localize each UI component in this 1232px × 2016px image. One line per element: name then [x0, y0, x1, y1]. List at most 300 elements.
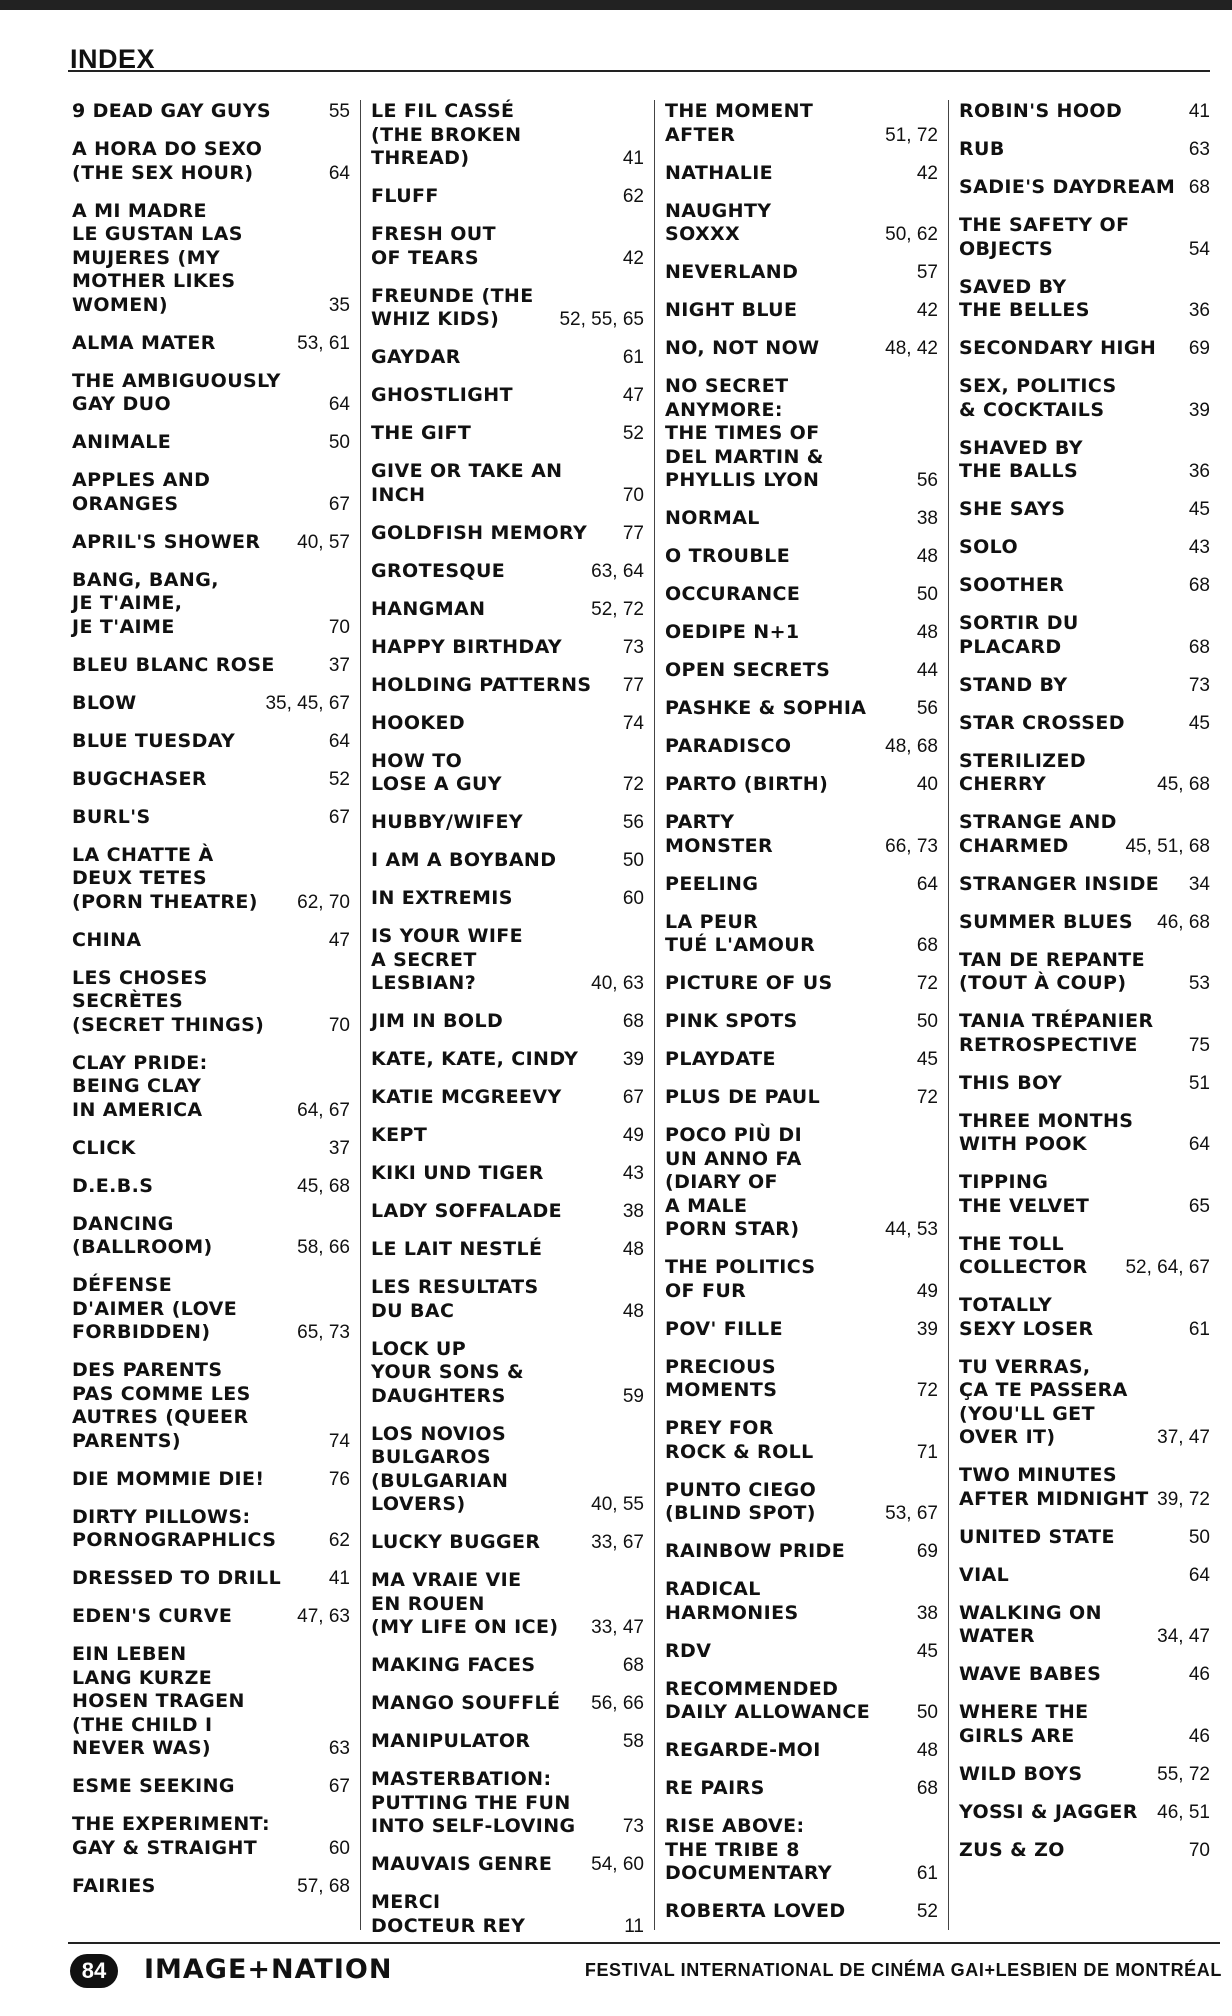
- index-entry: [371, 925, 644, 996]
- entry-title: RECOMMENDED DAILY ALLOWANCE: [665, 1677, 871, 1723]
- index-entry: [72, 1175, 350, 1199]
- entry-pages: 36: [1188, 461, 1210, 482]
- entry-pages: 63, 64: [591, 560, 644, 582]
- entry-title: GOLDFISH MEMORY: [371, 521, 588, 544]
- entry-pages: 67: [328, 806, 350, 828]
- entry-title: THE SAFETY OF OBJECTS: [959, 214, 1130, 260]
- entry-title: LADY SOFFALADE: [371, 1200, 563, 1222]
- entry-pages: 42: [916, 300, 938, 321]
- entry-title: MAUVAIS GENRE: [371, 1853, 553, 1875]
- entry-pages: 46: [1188, 1664, 1210, 1685]
- entry-pages: 47: [328, 929, 350, 951]
- entry-pages: 56: [622, 812, 644, 833]
- entry-pages: 62, 70: [297, 891, 350, 913]
- entry-title: ZUS & ZO: [959, 1838, 1065, 1861]
- entry-pages: 55, 72: [1157, 1763, 1210, 1785]
- index-entry: [959, 337, 1210, 361]
- index-entry: [665, 1479, 938, 1526]
- footer-divider: [68, 1942, 1220, 1944]
- entry-pages: 48: [916, 1740, 938, 1761]
- index-entry: [72, 1468, 350, 1492]
- entry-title: BURL'S: [72, 805, 151, 828]
- index-entry: [371, 1238, 644, 1262]
- index-entry: [665, 545, 938, 569]
- entry-title: THE EXPERIMENT: GAY & STRAIGHT: [72, 1813, 270, 1859]
- index-entry: [959, 1110, 1210, 1157]
- entry-title: APPLES AND ORANGES: [72, 469, 211, 515]
- entry-pages: 50: [622, 850, 644, 871]
- entry-title: RAINBOW PRIDE: [665, 1540, 846, 1562]
- index-entry: [959, 437, 1210, 484]
- index-entry: [72, 1875, 350, 1899]
- entry-pages: 45, 68: [297, 1175, 350, 1197]
- entry-title: HUBBY/WIFEY: [371, 811, 524, 833]
- index-entry: [72, 929, 350, 953]
- index-entry: [371, 1891, 644, 1938]
- entry-title: THE GIFT: [371, 422, 472, 444]
- entry-pages: 45, 68: [1157, 774, 1210, 795]
- entry-title: I AM A BOYBAND: [371, 849, 557, 871]
- index-entry: [371, 1654, 644, 1678]
- index-entry: [665, 1678, 938, 1725]
- index-entry: [72, 806, 350, 830]
- entry-pages: 53, 67: [885, 1503, 938, 1524]
- index-entry: [72, 692, 350, 716]
- index-entry: [371, 346, 644, 370]
- entry-pages: 52, 64, 67: [1125, 1257, 1210, 1278]
- entry-title: ROBERTA LOVED: [665, 1900, 846, 1922]
- entry-pages: 39, 72: [1157, 1488, 1210, 1510]
- index-entry: [665, 583, 938, 607]
- entry-title: VIAL: [959, 1563, 1010, 1586]
- entry-pages: 68: [916, 1778, 938, 1799]
- index-entry: [665, 1048, 938, 1072]
- index-entry: [665, 911, 938, 958]
- entry-title: CLICK: [72, 1136, 136, 1159]
- entry-pages: 60: [622, 888, 644, 909]
- index-entry: [665, 1256, 938, 1303]
- index-entry: [959, 498, 1210, 522]
- entry-title: HAPPY BIRTHDAY: [371, 635, 563, 658]
- entry-title: WAVE BABES: [959, 1663, 1102, 1685]
- entry-title: MANIPULATOR: [371, 1730, 531, 1752]
- entry-pages: 50: [916, 1011, 938, 1032]
- entry-title: SUMMER BLUES: [959, 910, 1133, 933]
- index-entry: [959, 750, 1210, 797]
- index-entry: [72, 1213, 350, 1260]
- entry-pages: 67: [328, 1776, 350, 1797]
- entry-title: THE MOMENT AFTER: [665, 100, 814, 146]
- entry-title: OPEN SECRETS: [665, 659, 831, 681]
- index-entry: [371, 1853, 644, 1877]
- entry-pages: 70: [328, 616, 350, 638]
- entry-pages: 34: [1188, 873, 1210, 895]
- index-entry: [371, 285, 644, 332]
- entry-title: KATIE MCGREEVY: [371, 1086, 562, 1108]
- entry-title: LE FIL CASSÉ (THE BROKEN THREAD): [371, 100, 522, 169]
- entry-title: RE PAIRS: [665, 1777, 765, 1799]
- index-entry: [72, 1359, 350, 1453]
- entry-pages: 52, 72: [591, 598, 644, 620]
- entry-title: DRESSED TO DRILL: [72, 1567, 282, 1589]
- index-entry: [371, 100, 644, 171]
- entry-title: DANCING (BALLROOM): [72, 1212, 213, 1258]
- entry-title: TAN DE REPANTE (TOUT À COUP): [959, 948, 1146, 994]
- entry-pages: 47, 63: [297, 1606, 350, 1627]
- entry-title: BUGCHASER: [72, 767, 207, 790]
- entry-pages: 53: [1188, 973, 1210, 994]
- entry-title: WHERE THE GIRLS ARE: [959, 1701, 1089, 1747]
- entry-title: FREUNDE (THE WHIZ KIDS): [371, 284, 534, 330]
- entry-title: SORTIR DU PLACARD: [959, 612, 1079, 658]
- entry-pages: 74: [622, 712, 644, 734]
- entry-pages: 35: [328, 294, 350, 316]
- index-entry: [72, 1137, 350, 1161]
- index-entry: [371, 1423, 644, 1517]
- entry-title: SOLO: [959, 536, 1019, 558]
- entry-title: BLOW: [72, 691, 137, 714]
- entry-pages: 68: [1188, 575, 1210, 596]
- entry-title: OCCURANCE: [665, 583, 801, 605]
- entry-pages: 41: [1188, 101, 1210, 122]
- index-entry: [665, 659, 938, 683]
- index-entry: [959, 375, 1210, 422]
- entry-pages: 45, 51, 68: [1125, 835, 1210, 857]
- entry-pages: 58, 66: [297, 1237, 350, 1258]
- entry-pages: 48: [622, 1239, 644, 1260]
- index-entry: [665, 1640, 938, 1664]
- entry-title: IS YOUR WIFE A SECRET LESBIAN?: [371, 925, 524, 994]
- entry-pages: 60: [328, 1837, 350, 1859]
- index-entry: [72, 200, 350, 318]
- entry-pages: 69: [1188, 338, 1210, 359]
- entry-title: PINK SPOTS: [665, 1010, 798, 1032]
- entry-title: IN EXTREMIS: [371, 887, 513, 909]
- title-divider: [68, 70, 1210, 72]
- entry-title: RUB: [959, 138, 1005, 160]
- entry-title: POCO PIÙ DI UN ANNO FA (DIARY OF A MALE PORN STAR): [665, 1124, 803, 1240]
- entry-pages: 67: [622, 1087, 644, 1108]
- entry-title: ROBIN'S HOOD: [959, 100, 1123, 122]
- entry-pages: 48: [622, 1300, 644, 1322]
- entry-pages: 59: [622, 1385, 644, 1407]
- index-entry: [959, 100, 1210, 124]
- index-entry: [959, 873, 1210, 897]
- entry-pages: 73: [622, 636, 644, 658]
- index-entry: [72, 1605, 350, 1629]
- entry-pages: 68: [622, 1655, 644, 1676]
- entry-pages: 64: [1188, 1564, 1210, 1586]
- entry-title: GIVE OR TAKE AN INCH: [371, 460, 563, 506]
- entry-title: CHINA: [72, 928, 142, 951]
- index-entry: [371, 522, 644, 546]
- entry-title: YOSSI & JAGGER: [959, 1800, 1138, 1823]
- entry-title: WALKING ON WATER: [959, 1601, 1102, 1647]
- index-entry: [72, 1643, 350, 1761]
- entry-pages: 50: [1188, 1526, 1210, 1548]
- entry-title: PRECIOUS MOMENTS: [665, 1355, 778, 1401]
- entry-title: O TROUBLE: [665, 545, 791, 567]
- index-entry: [665, 1777, 938, 1801]
- entry-title: TIPPING THE VELVET: [959, 1171, 1090, 1217]
- entry-pages: 68: [1188, 636, 1210, 658]
- index-entry: [665, 735, 938, 759]
- entry-pages: 52: [622, 423, 644, 444]
- entry-title: ANIMALE: [72, 431, 172, 453]
- entry-title: KEPT: [371, 1124, 428, 1146]
- index-entry: [665, 1540, 938, 1564]
- entry-title: APRIL'S SHOWER: [72, 530, 261, 553]
- entry-title: BANG, BANG, JE T'AIME, JE T'AIME: [72, 568, 219, 638]
- entry-pages: 37: [328, 1137, 350, 1159]
- index-entry: [959, 138, 1210, 162]
- index-entry: [959, 1839, 1210, 1863]
- index-entry: [959, 1171, 1210, 1218]
- entry-title: KIKI UND TIGER: [371, 1162, 544, 1184]
- index-entry: [959, 674, 1210, 698]
- entry-title: LES CHOSES SECRÈTES (SECRET THINGS): [72, 966, 265, 1036]
- entry-pages: 34, 47: [1157, 1626, 1210, 1647]
- entry-pages: 51: [1188, 1072, 1210, 1094]
- index-column-4: [948, 100, 1210, 1930]
- index-entry: [665, 1900, 938, 1924]
- entry-title: LE LAIT NESTLÉ: [371, 1238, 543, 1260]
- entry-pages: 37: [328, 654, 350, 676]
- index-entry: [72, 1274, 350, 1345]
- entry-pages: 44: [916, 660, 938, 681]
- index-entry: [959, 176, 1210, 200]
- index-entry: [72, 768, 350, 792]
- entry-title: A MI MADRE LE GUSTAN LAS MUJERES (MY MOTHER LIKES WOMEN): [72, 199, 243, 316]
- entry-title: SOOTHER: [959, 574, 1065, 596]
- index-entry: [72, 569, 350, 640]
- index-entry: [371, 1086, 644, 1110]
- entry-pages: 48: [916, 622, 938, 643]
- index-entry: [371, 849, 644, 873]
- entry-title: RADICAL HARMONIES: [665, 1578, 799, 1624]
- entry-pages: 36: [1188, 300, 1210, 321]
- entry-title: HOLDING PATTERNS: [371, 673, 592, 696]
- index-entry: [959, 1294, 1210, 1341]
- index-columns: [68, 100, 1210, 1937]
- entry-pages: 46, 51: [1157, 1801, 1210, 1823]
- index-entry: [371, 750, 644, 797]
- entry-pages: 40, 55: [591, 1494, 644, 1515]
- index-entry: [72, 469, 350, 516]
- entry-title: STRANGER INSIDE: [959, 872, 1160, 895]
- entry-pages: 40: [916, 774, 938, 795]
- index-entry: [371, 1200, 644, 1224]
- entry-title: 9 DEAD GAY GUYS: [72, 100, 271, 122]
- entry-pages: 41: [328, 1568, 350, 1589]
- entry-pages: 57, 68: [297, 1875, 350, 1897]
- entry-title: SHE SAYS: [959, 498, 1066, 520]
- entry-pages: 57: [916, 262, 938, 283]
- index-entry: [72, 100, 350, 124]
- entry-pages: 63: [328, 1738, 350, 1759]
- index-entry: [959, 811, 1210, 858]
- index-entry: [959, 1763, 1210, 1787]
- index-entry: [371, 712, 644, 736]
- entry-title: STAR CROSSED: [959, 711, 1125, 734]
- entry-title: HANGMAN: [371, 597, 486, 620]
- index-entry: [72, 1775, 350, 1799]
- entry-title: THIS BOY: [959, 1071, 1063, 1094]
- entry-title: LA PEUR TUÉ L'AMOUR: [665, 910, 816, 956]
- entry-pages: 70: [328, 1014, 350, 1036]
- entry-title: DIRTY PILLOWS: PORNOGRAPHLICS: [72, 1505, 277, 1551]
- entry-pages: 38: [916, 508, 938, 529]
- index-entry: [665, 1124, 938, 1242]
- index-entry: [371, 1569, 644, 1640]
- entry-title: TOTALLY SEXY LOSER: [959, 1294, 1094, 1340]
- entry-title: WILD BOYS: [959, 1762, 1083, 1785]
- index-entry: [959, 911, 1210, 935]
- entry-title: NORMAL: [665, 507, 760, 529]
- entry-title: RISE ABOVE: THE TRIBE 8 DOCUMENTARY: [665, 1815, 833, 1884]
- entry-title: JIM IN BOLD: [371, 1010, 504, 1032]
- index-entry: [665, 261, 938, 285]
- entry-title: FLUFF: [371, 185, 439, 207]
- entry-pages: 50: [916, 584, 938, 605]
- index-entry: [371, 384, 644, 408]
- entry-pages: 68: [916, 935, 938, 956]
- entry-pages: 62: [622, 186, 644, 207]
- entry-pages: 73: [622, 1816, 644, 1837]
- index-entry: [72, 730, 350, 754]
- entry-pages: 38: [622, 1201, 644, 1222]
- index-entry: [665, 507, 938, 531]
- index-entry: [371, 674, 644, 698]
- entry-pages: 64: [328, 162, 350, 184]
- index-entry: [72, 1813, 350, 1860]
- entry-pages: 63: [1188, 139, 1210, 160]
- entry-pages: 62: [328, 1530, 350, 1551]
- index-entry: [72, 844, 350, 915]
- index-entry: [665, 873, 938, 897]
- entry-pages: 65, 73: [297, 1322, 350, 1343]
- index-entry: [959, 276, 1210, 323]
- entry-pages: 45: [916, 1640, 938, 1662]
- entry-pages: 45: [916, 1049, 938, 1070]
- entry-pages: 43: [622, 1163, 644, 1184]
- entry-pages: 64: [916, 873, 938, 895]
- entry-pages: 56: [916, 470, 938, 491]
- index-entry: [665, 162, 938, 186]
- entry-title: PLAYDATE: [665, 1048, 776, 1070]
- index-entry: [665, 1578, 938, 1625]
- entry-title: DES PARENTS PAS COMME LES AUTRES (QUEER PARENTS): [72, 1359, 251, 1452]
- index-entry: [959, 1356, 1210, 1450]
- entry-pages: 72: [622, 774, 644, 795]
- entry-title: SHAVED BY THE BALLS: [959, 436, 1083, 482]
- entry-title: FRESH OUT OF TEARS: [371, 223, 496, 269]
- index-entry: [959, 612, 1210, 659]
- index-column-2: [360, 100, 654, 1937]
- entry-title: TU VERRAS, ÇA TE PASSERA (YOU'LL GET OVER IT): [959, 1355, 1128, 1448]
- entry-pages: 39: [1188, 399, 1210, 421]
- index-entry: [665, 100, 938, 147]
- entry-pages: 71: [916, 1441, 938, 1463]
- page-title: INDEX: [70, 44, 156, 74]
- entry-pages: 42: [622, 247, 644, 269]
- entry-title: PREY FOR ROCK & ROLL: [665, 1417, 814, 1463]
- entry-title: LA CHATTE À DEUX TETES (PORN THEATRE): [72, 843, 258, 913]
- entry-title: PARTY MONSTER: [665, 811, 774, 857]
- entry-pages: 40, 63: [591, 973, 644, 994]
- index-entry: [665, 299, 938, 323]
- entry-title: DIE MOMMIE DIE!: [72, 1467, 265, 1490]
- index-entry: [371, 185, 644, 209]
- index-entry: [959, 536, 1210, 560]
- index-entry: [371, 1692, 644, 1716]
- entry-title: LOCK UP YOUR SONS & DAUGHTERS: [371, 1337, 524, 1407]
- index-entry: [371, 560, 644, 584]
- entry-title: D.E.B.S: [72, 1174, 154, 1197]
- entry-pages: 46, 68: [1157, 911, 1210, 933]
- entry-title: ESME SEEKING: [72, 1775, 235, 1797]
- entry-title: NO SECRET ANYMORE: THE TIMES OF DEL MARTIN & PHYLLIS LYON: [665, 375, 824, 491]
- index-entry: [959, 1010, 1210, 1057]
- entry-pages: 49: [622, 1125, 644, 1146]
- entry-pages: 39: [916, 1318, 938, 1340]
- index-column-1: [68, 100, 360, 1930]
- entry-pages: 75: [1188, 1034, 1210, 1056]
- entry-pages: 55: [328, 101, 350, 122]
- index-entry: [371, 1338, 644, 1409]
- index-entry: [665, 773, 938, 797]
- entry-pages: 72: [916, 1087, 938, 1108]
- entry-pages: 74: [328, 1430, 350, 1452]
- entry-title: HOOKED: [371, 711, 466, 734]
- index-entry: [665, 1318, 938, 1342]
- page-number-badge: 84: [70, 1954, 118, 1988]
- index-entry: [959, 1701, 1210, 1748]
- entry-pages: 69: [916, 1541, 938, 1562]
- index-entry: [72, 531, 350, 555]
- entry-title: PUNTO CIEGO (BLIND SPOT): [665, 1478, 817, 1524]
- index-entry: [665, 697, 938, 721]
- entry-title: SECONDARY HIGH: [959, 337, 1157, 359]
- entry-pages: 41: [622, 148, 644, 169]
- entry-title: GHOSTLIGHT: [371, 384, 513, 406]
- index-entry: [371, 636, 644, 660]
- entry-title: ALMA MATER: [72, 331, 216, 354]
- entry-title: EDEN'S CURVE: [72, 1605, 233, 1627]
- entry-pages: 66, 73: [885, 835, 938, 857]
- index-entry: [371, 422, 644, 446]
- entry-pages: 45: [1188, 712, 1210, 734]
- entry-pages: 54: [1188, 238, 1210, 260]
- entry-pages: 46: [1188, 1725, 1210, 1747]
- index-entry: [72, 138, 350, 185]
- entry-pages: 61: [622, 347, 644, 368]
- index-entry: [665, 1086, 938, 1110]
- entry-title: FAIRIES: [72, 1874, 156, 1897]
- entry-title: EIN LEBEN LANG KURZE HOSEN TRAGEN (THE CHILD I NEVER WAS): [72, 1643, 245, 1759]
- entry-pages: 73: [1188, 674, 1210, 696]
- entry-pages: 52: [328, 768, 350, 790]
- index-entry: [959, 1801, 1210, 1825]
- index-entry: [371, 887, 644, 911]
- index-entry: [371, 1768, 644, 1839]
- entry-pages: 72: [916, 1380, 938, 1401]
- festival-name: FESTIVAL INTERNATIONAL DE CINÉMA GAI+LESBIEN DE MONTRÉAL: [584, 1960, 1222, 1980]
- entry-title: TANIA TRÉPANIER RETROSPECTIVE: [959, 1010, 1154, 1056]
- index-column-3: [654, 100, 948, 1930]
- index-entry: [665, 1356, 938, 1403]
- entry-pages: 50, 62: [885, 224, 938, 245]
